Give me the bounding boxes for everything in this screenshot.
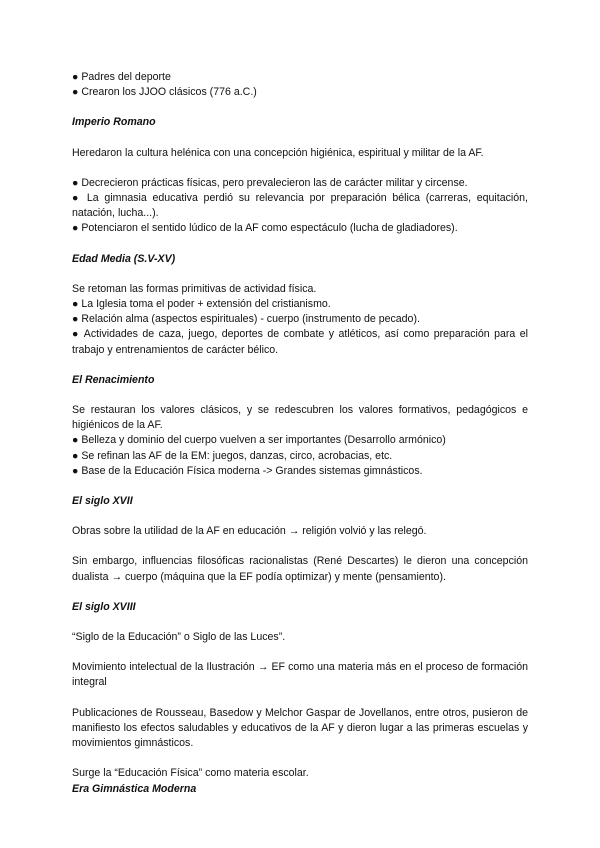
roman-bullet-list [72,176,528,237]
section-18th-century [72,600,528,615]
c18-paragraph-3 [72,706,528,752]
list-item: ● Se refinan las AF de la EM: juegos, danzas, circo, acrobacias, etc. [72,449,393,462]
paragraph: Obras sobre la utilidad de la AF en educación → religión volvió y las relegó. [72,525,427,538]
paragraph: Surge la “Educación Física” como materia escolar. [72,767,309,780]
intro-bullet-list [72,70,528,100]
list-item: ● Crearon los JJOO clásicos (776 a.C.) [72,86,257,99]
paragraph: Movimiento intelectual de la Ilustración → EF como una materia más en el proceso de formación integral [72,661,528,689]
list-item: ● La Iglesia toma el poder + extensión del cristianismo. [72,298,331,311]
section-heading: Edad Media (S.V-XV) [72,252,176,265]
paragraph: Sin embargo, influencias filosóficas racionalistas (René Descartes) le dieron una concepción dualista → cuerpo (máquina que la EF podía optimizar) y mente (pensamiento). [72,555,528,583]
list-item: ● Belleza y dominio del cuerpo vuelven a ser importantes (Desarrollo armónico) [72,434,446,447]
section-heading: El siglo XVIII [72,600,136,613]
list-item: ● Decrecieron prácticas físicas, pero prevalecieron las de carácter militar y circense. [72,176,468,189]
section-heading: El siglo XVII [72,495,133,508]
paragraph: Heredaron la cultura helénica con una concepción higiénica, espiritual y militar de la AF. [72,146,484,159]
list-item: ● Actividades de caza, juego, deportes de combate y atléticos, así como preparación para el trabajo y entrenamientos de carácter bélico. [72,328,528,356]
c18-paragraph-4 [72,766,528,796]
section-heading: Imperio Romano [72,116,156,129]
list-item: ● Base de la Educación Física moderna -> Grandes sistemas gimnásticos. [72,464,423,477]
section-roman-empire [72,115,528,130]
middle-ages-body [72,282,528,358]
renaissance-body [72,403,528,479]
c17-paragraph-2 [72,554,528,584]
section-renaissance [72,373,528,388]
section-heading: Era Gimnástica Moderna [72,782,197,795]
c18-paragraph-2 [72,660,528,690]
c18-paragraph-1 [72,630,528,645]
list-item: ● Potenciaron el sentido lúdico de la AF como espectáculo (lucha de gladiadores). [72,222,458,235]
c17-paragraph-1 [72,524,528,539]
paragraph: Se retoman las formas primitivas de actividad física. [72,282,317,295]
paragraph: Publicaciones de Rousseau, Basedow y Melchor Gaspar de Jovellanos, entre otros, pusieron de manifiesto los efectos saludables y educativos de la AF y dieron lugar a las primeras escuelas y movimientos gimnásticos. [72,706,528,750]
section-heading: El Renacimiento [72,373,155,386]
section-roman-empire-body [72,146,528,161]
list-item: ● La gimnasia educativa perdió su relevancia por preparación bélica (carreras, equitación, natación, lucha...). [72,192,528,220]
section-middle-ages [72,252,528,267]
paragraph: “Siglo de la Educación” o Siglo de las Luces”. [72,631,286,644]
section-17th-century [72,494,528,509]
list-item: ● Relación alma (aspectos espirituales) - cuerpo (instrumento de pecado). [72,313,420,326]
list-item: ● Padres del deporte [72,71,171,83]
paragraph: Se restauran los valores clásicos, y se redescubren los valores formativos, pedagógicos e higiénicos de la AF. [72,404,528,432]
